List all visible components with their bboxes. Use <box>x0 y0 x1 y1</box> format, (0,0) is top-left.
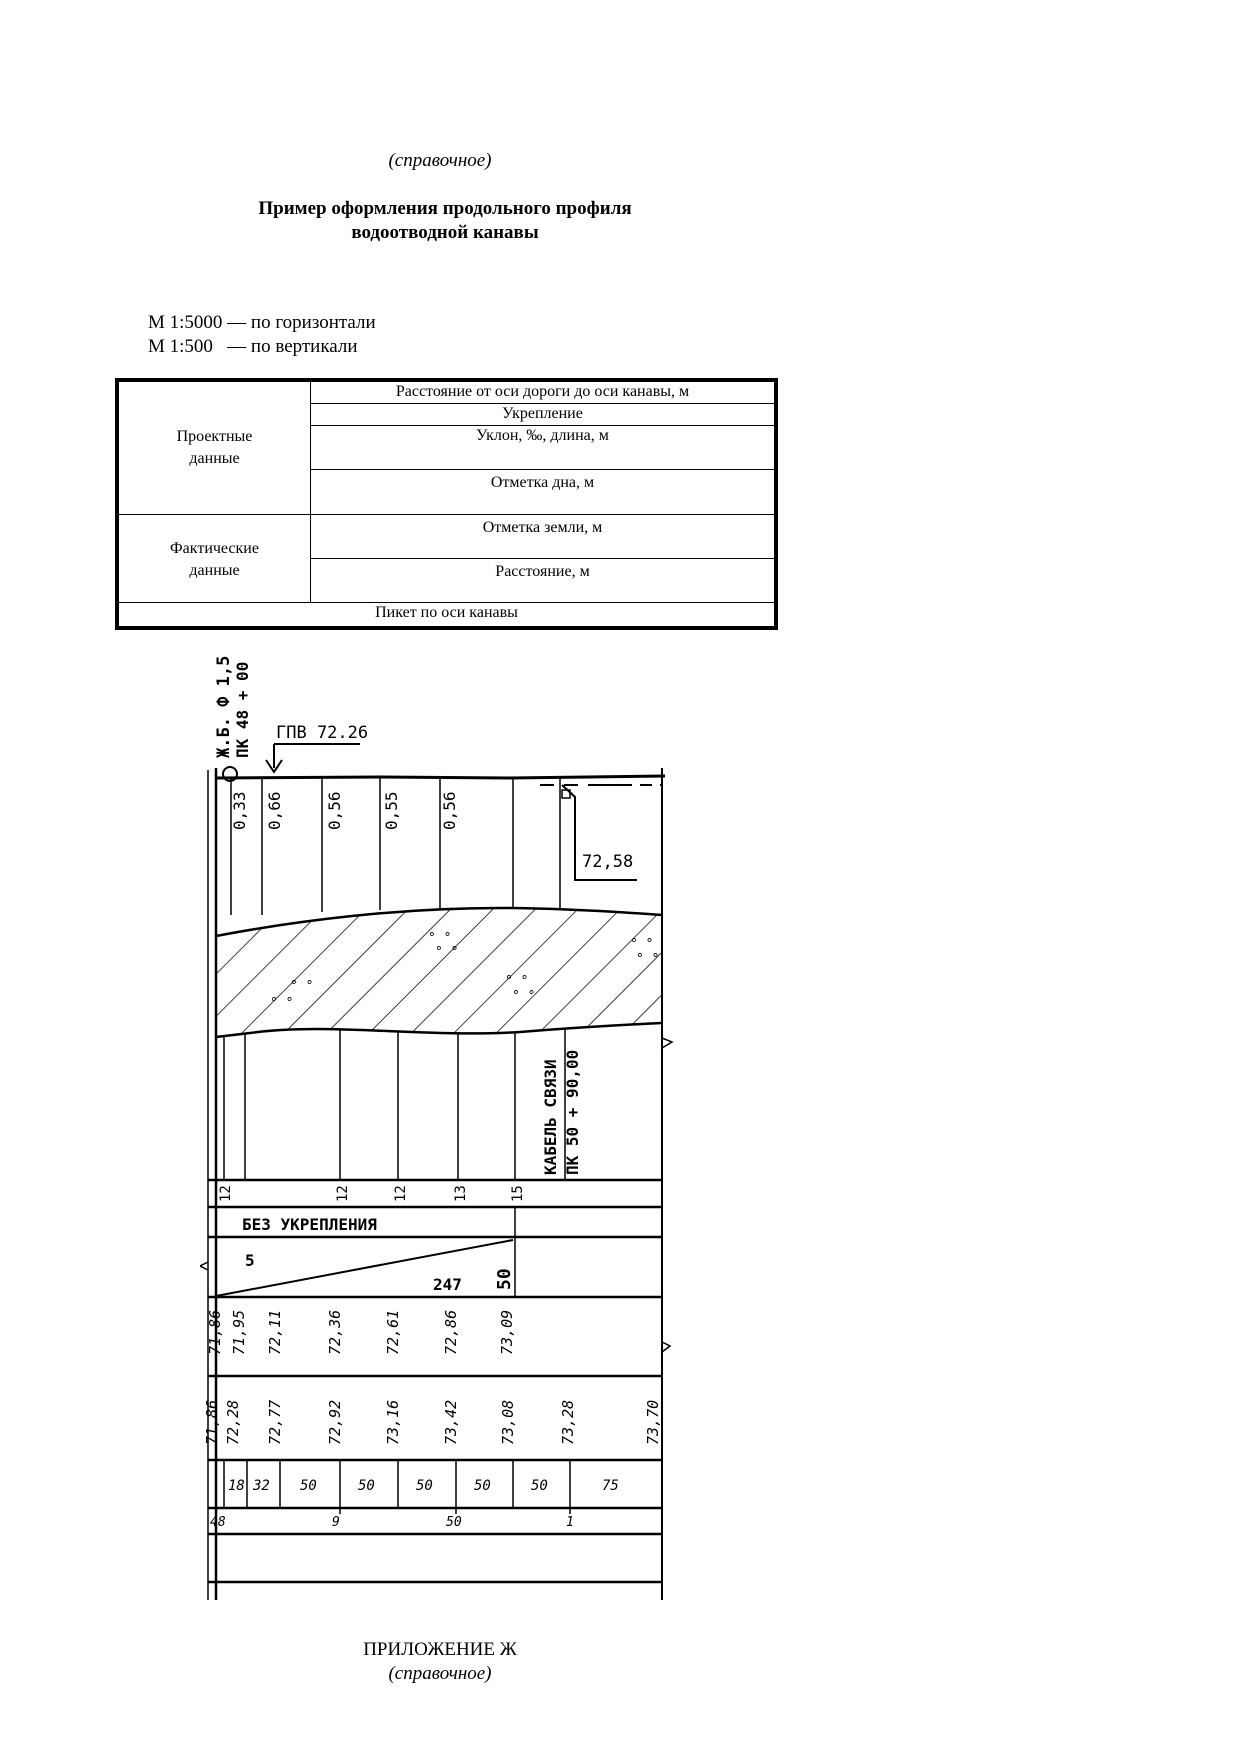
bottom-elev-2: 72,11 <box>266 1309 284 1355</box>
break-mark-left <box>200 1262 208 1270</box>
svg-text:° °: ° ° <box>505 974 529 989</box>
offset-4: 15 <box>510 1185 526 1202</box>
svg-text:° °: ° ° <box>270 996 294 1011</box>
picket-3: 1 <box>566 1515 574 1530</box>
depth-4: 0,56 <box>440 791 459 830</box>
depth-3: 0,55 <box>382 791 401 830</box>
slope-end: 50 <box>494 1268 515 1290</box>
cable-label: КАБЕЛЬ СВЯЗИ <box>541 1059 560 1175</box>
annex-footer <box>320 1638 560 1686</box>
distance-6: 50 <box>531 1478 548 1494</box>
picket-1: 9 <box>332 1515 340 1530</box>
svg-text:° °: ° ° <box>636 952 660 967</box>
svg-text:° °: ° ° <box>435 945 459 960</box>
svg-text:° °: ° ° <box>512 989 536 1004</box>
reference-label-top: (справочное) <box>388 150 492 171</box>
offset-1: 12 <box>335 1185 351 1202</box>
ground-elev-3: 72,92 <box>326 1399 344 1445</box>
legend-row-ground-elevation: Отметка земли, м <box>311 514 775 558</box>
distance-5: 50 <box>474 1478 491 1494</box>
hatched-layer <box>216 908 662 1037</box>
profile-drawing <box>200 650 700 1610</box>
offset-0: 12 <box>218 1185 234 1202</box>
offset-3: 13 <box>453 1185 469 1202</box>
cable-picket: ПК 50 + 90,00 <box>563 1049 582 1175</box>
well-picket: ПК 48 + 00 <box>233 661 252 758</box>
band-lines <box>208 1180 662 1582</box>
break-mark-right-2 <box>662 1342 670 1352</box>
scale-vertical: М 1:500 — по вертикали <box>148 336 358 357</box>
slope-length: 247 <box>433 1275 462 1294</box>
ground-elev-4: 73,16 <box>384 1399 402 1445</box>
distance-2: 50 <box>300 1478 317 1494</box>
bottom-elev-3: 72,36 <box>326 1309 344 1355</box>
annex-title: ПРИЛОЖЕНИЕ Ж <box>363 1639 517 1660</box>
legend-row-reinforcement: Укрепление <box>311 404 775 426</box>
bottom-elev-0: 71,86 <box>206 1309 224 1355</box>
distance-7: 75 <box>602 1478 619 1494</box>
gpv-leader <box>266 744 360 772</box>
ground-elev-6: 73,08 <box>499 1399 517 1445</box>
offset-2: 12 <box>393 1185 409 1202</box>
bottom-elev-1: 71,95 <box>230 1309 248 1355</box>
ground-elev-0: 71,86 <box>203 1399 221 1445</box>
actual-data-group: Фактические данные <box>119 514 311 602</box>
depth-0: 0,33 <box>230 791 249 830</box>
svg-text:° °: ° ° <box>630 937 654 952</box>
legend-row-offset: Расстояние от оси дороги до оси канавы, м <box>311 382 775 404</box>
slope-value: 5 <box>245 1251 255 1270</box>
well-label: Ж.Б. Ф 1,5 <box>214 655 234 758</box>
break-mark-right-1 <box>662 1038 672 1048</box>
scale-horizontal: М 1:5000 — по горизонтали <box>148 312 376 333</box>
design-data-group: Проектные данные <box>119 382 311 515</box>
ground-elev-2: 72,77 <box>266 1399 284 1445</box>
title-line-1: Пример оформления продольного профиля <box>258 198 632 219</box>
bottom-elev-4: 72,61 <box>384 1309 402 1355</box>
legend-row-bottom-elevation: Отметка дна, м <box>311 470 775 514</box>
ground-elev-7: 73,28 <box>559 1399 577 1445</box>
distance-0: 18 <box>228 1478 245 1494</box>
ground-elev-5: 73,42 <box>442 1399 460 1445</box>
distance-4: 50 <box>416 1478 433 1494</box>
distance-1: 32 <box>253 1478 270 1494</box>
legend-table <box>118 381 775 627</box>
legend-row-picket: Пикет по оси канавы <box>119 602 775 626</box>
reference-label-bottom: (справочное) <box>388 1663 492 1684</box>
svg-text:° °: ° ° <box>290 979 314 994</box>
legend-row-distance: Расстояние, м <box>311 558 775 602</box>
legend-row-slope: Уклон, ‰, длина, м <box>311 426 775 470</box>
reinforcement-text: БЕЗ УКРЕПЛЕНИЯ <box>242 1215 377 1234</box>
bottom-elev-5: 72,86 <box>442 1309 460 1355</box>
profile-top-line <box>217 776 665 778</box>
slope-diagonal <box>216 1240 513 1296</box>
title-line-2: водоотводной канавы <box>351 222 539 243</box>
bottom-elev-6: 73,09 <box>498 1309 516 1355</box>
document-title <box>200 197 690 245</box>
ground-elev-8: 73,70 <box>644 1399 662 1445</box>
distance-dividers <box>224 1460 570 1508</box>
picket-0: 48 <box>210 1515 226 1530</box>
gpv-label: ГПВ 72.26 <box>276 723 369 743</box>
picket-2: 50 <box>446 1515 462 1530</box>
scale-block <box>148 311 376 359</box>
svg-text:° °: ° ° <box>428 931 452 946</box>
distance-3: 50 <box>358 1478 375 1494</box>
depth-2: 0,56 <box>325 791 344 830</box>
ground-elev-1: 72,28 <box>224 1399 242 1445</box>
right-elevation: 72,58 <box>582 852 634 872</box>
depth-1: 0,66 <box>265 791 284 830</box>
